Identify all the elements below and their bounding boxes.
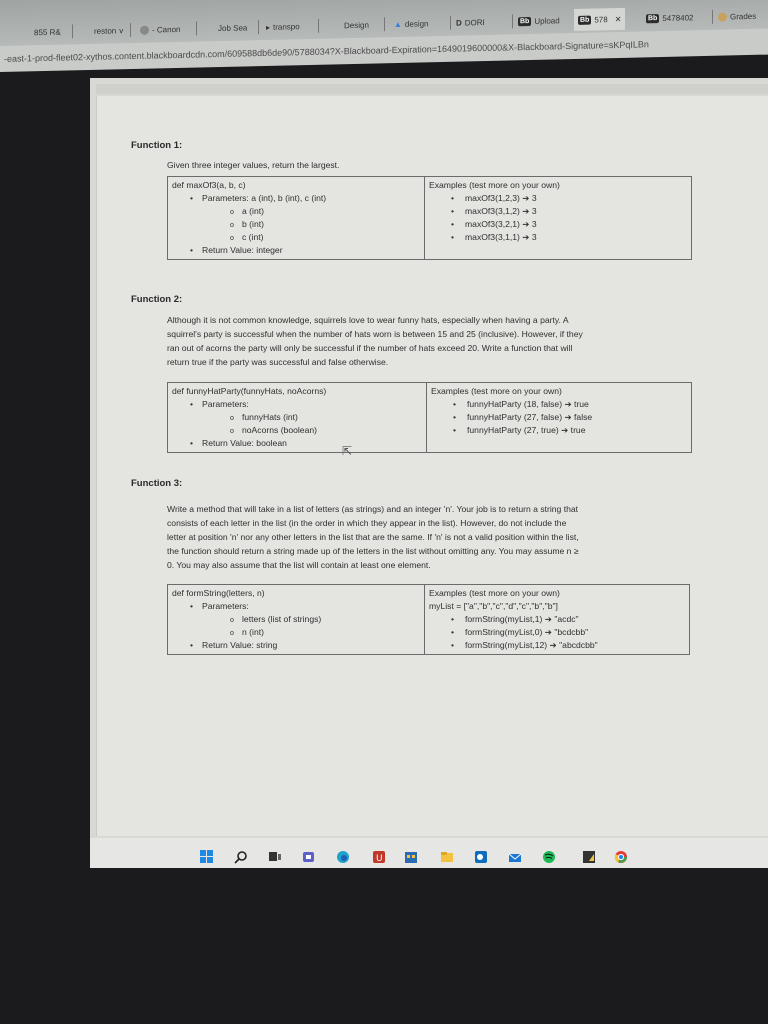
param-text: letters (list of strings) bbox=[242, 614, 322, 624]
tab-divider bbox=[318, 19, 319, 33]
tab-label: Job Sea bbox=[218, 22, 248, 33]
tab-label: 5478402 bbox=[662, 12, 694, 23]
function3-description bbox=[167, 502, 692, 572]
description-line: 0. You may also assume that the list will contain at least one element. bbox=[167, 560, 431, 570]
function1-definition-cell bbox=[168, 177, 425, 260]
spotify-icon[interactable] bbox=[542, 850, 554, 862]
example-text: maxOf3(3,1,2) ➔ 3 bbox=[465, 206, 537, 216]
tab-divider bbox=[258, 20, 259, 34]
description-line: return true if the party was successful and false otherwise. bbox=[167, 357, 389, 367]
tab-divider bbox=[72, 24, 73, 38]
function3-params-label bbox=[172, 600, 420, 613]
function1-description: Given three integer values, return the largest. bbox=[167, 160, 340, 170]
description-line: letter at position 'n' nor any other letters in the list that are the same. If 'n' is not a valid position within the list, bbox=[167, 532, 579, 542]
example-text: funnyHatParty (27, false) ➔ false bbox=[467, 412, 593, 422]
function3-definition-cell bbox=[168, 585, 425, 655]
tab-divider bbox=[712, 10, 713, 24]
design-icon: ▲ bbox=[394, 19, 402, 29]
browser-tab[interactable] bbox=[518, 9, 560, 32]
example-text: formString(myList,12) ➔ "abcdcbb" bbox=[465, 640, 598, 650]
function3-signature: def formString(letters, n) bbox=[172, 588, 265, 598]
params-text: Parameters: bbox=[202, 601, 249, 611]
page-top-strip bbox=[96, 84, 768, 94]
function1-example bbox=[429, 192, 687, 205]
grades-icon bbox=[718, 12, 727, 21]
edge-icon[interactable] bbox=[336, 850, 348, 862]
return-text: Return Value: integer bbox=[202, 245, 283, 255]
function3-param bbox=[172, 613, 420, 626]
function3-example bbox=[429, 613, 685, 626]
tab-divider bbox=[450, 16, 451, 30]
tab-label: 578 bbox=[594, 14, 608, 25]
param-text: funnyHats (int) bbox=[242, 412, 298, 422]
example-text: maxOf3(3,1,1) ➔ 3 bbox=[465, 232, 537, 242]
blackboard-icon: Bb bbox=[520, 17, 530, 25]
function3-param bbox=[172, 626, 420, 639]
browser-tab[interactable] bbox=[646, 6, 694, 29]
return-text: Return Value: boolean bbox=[202, 438, 287, 448]
browser-tab[interactable] bbox=[344, 14, 369, 37]
search-icon[interactable] bbox=[234, 850, 246, 862]
description-line: the function should return a string made up of the letters in the list without omitting any. You may assume n ≥ bbox=[167, 546, 579, 556]
mail-icon[interactable] bbox=[508, 850, 520, 862]
tab-label: DORI bbox=[464, 17, 485, 27]
function2-title: Function 2: bbox=[131, 294, 183, 305]
tab-label: Design bbox=[344, 20, 369, 30]
function2-example bbox=[431, 424, 687, 437]
function2-param bbox=[172, 411, 422, 424]
function1-title: Function 1: bbox=[131, 140, 183, 151]
tab-label: transpo bbox=[273, 21, 300, 32]
function2-spec-table bbox=[167, 382, 692, 453]
blackboard-icon: Bb bbox=[580, 16, 590, 24]
tab-label: design bbox=[404, 18, 429, 29]
blackboard-icon: Bb bbox=[648, 14, 658, 22]
function3-list-definition: myList = ["a","b","c","d","c","b","b"] bbox=[429, 601, 558, 611]
function3-title: Function 3: bbox=[131, 478, 183, 489]
chrome-icon[interactable] bbox=[614, 850, 626, 862]
outlook-icon[interactable] bbox=[474, 850, 486, 862]
browser-tab[interactable] bbox=[394, 12, 429, 35]
tab-divider bbox=[384, 17, 385, 31]
param-text: noAcorns (boolean) bbox=[242, 425, 318, 435]
example-text: maxOf3(3,2,1) ➔ 3 bbox=[465, 219, 537, 229]
browser-tab[interactable] bbox=[140, 18, 180, 41]
example-text: funnyHatParty (18, false) ➔ true bbox=[467, 399, 589, 409]
function1-example bbox=[429, 231, 687, 244]
function2-example bbox=[431, 411, 687, 424]
function3-example bbox=[429, 639, 685, 652]
taskbar bbox=[90, 838, 768, 868]
function3-example bbox=[429, 626, 685, 639]
tab-label: reston bbox=[94, 25, 117, 36]
teams-icon[interactable] bbox=[302, 850, 314, 862]
store-icon[interactable] bbox=[404, 850, 416, 862]
example-text: formString(myList,0) ➔ "bcdcbb" bbox=[465, 627, 589, 637]
tab-divider bbox=[512, 14, 513, 28]
task-view-icon[interactable] bbox=[268, 850, 280, 862]
function1-return bbox=[172, 244, 420, 257]
function2-example bbox=[431, 398, 687, 411]
function1-example bbox=[429, 218, 687, 231]
function1-param bbox=[172, 218, 420, 231]
function1-examples-header: Examples (test more on your own) bbox=[429, 180, 560, 190]
function1-examples-cell bbox=[425, 177, 692, 260]
param-text: n (int) bbox=[242, 627, 264, 637]
browser-tab[interactable] bbox=[218, 16, 247, 39]
tab-divider bbox=[196, 22, 197, 36]
function1-param bbox=[172, 205, 420, 218]
browser-tab[interactable] bbox=[456, 11, 485, 34]
function2-param bbox=[172, 424, 422, 437]
description-line: Write a method that will take in a list of letters (as strings) and an integer 'n'. Your job is to return a string that bbox=[167, 504, 579, 514]
function2-examples-header: Examples (test more on your own) bbox=[431, 386, 562, 396]
mouse-cursor-icon: ⇱ bbox=[342, 444, 353, 458]
tab-label: 855 R& bbox=[34, 27, 61, 37]
function2-params-label bbox=[172, 398, 422, 411]
description-line: ran out of acorns the party will only be successful if the number of hats exceed 20. Write a function that will bbox=[167, 343, 573, 353]
file-explorer-icon[interactable] bbox=[440, 850, 452, 862]
tab-label: - Canon bbox=[152, 24, 181, 35]
app2-icon[interactable] bbox=[582, 850, 594, 862]
param-text: b (int) bbox=[242, 219, 264, 229]
param-text: c (int) bbox=[242, 232, 264, 242]
function2-description bbox=[167, 313, 687, 369]
chevron-down-icon: v bbox=[119, 25, 124, 35]
example-text: funnyHatParty (27, true) ➔ true bbox=[467, 425, 586, 435]
function3-spec-table bbox=[167, 584, 690, 655]
function2-definition-cell bbox=[168, 383, 427, 453]
description-line: consists of each letter in the list (in the order in which they appear in the list). However, do not include the bbox=[167, 518, 567, 528]
function2-examples-cell bbox=[427, 383, 692, 453]
function2-return bbox=[172, 437, 422, 450]
browser-tab[interactable] bbox=[94, 19, 123, 42]
browser-tab[interactable] bbox=[718, 5, 756, 28]
tab-label: Grades bbox=[730, 11, 757, 21]
description-line: squirrel's party is successful when the number of hats worn is between 15 and 25 (inclusive). However, if they bbox=[167, 329, 583, 339]
example-text: maxOf3(1,2,3) ➔ 3 bbox=[465, 193, 537, 203]
close-icon[interactable]: ✕ bbox=[614, 14, 622, 24]
function3-examples-cell bbox=[425, 585, 690, 655]
design-icon: ▸ bbox=[266, 22, 271, 32]
function1-params-label bbox=[172, 192, 420, 205]
function1-signature: def maxOf3(a, b, c) bbox=[172, 180, 246, 190]
browser-tab[interactable] bbox=[34, 21, 61, 44]
function2-signature: def funnyHatParty(funnyHats, noAcorns) bbox=[172, 386, 327, 396]
windows-start-icon[interactable] bbox=[200, 850, 212, 862]
example-text: formString(myList,1) ➔ "acdc" bbox=[465, 614, 579, 624]
description-line: Although it is not common knowledge, squirrels love to wear funny hats, especially when having a party. A bbox=[167, 315, 569, 325]
params-text: Parameters: bbox=[202, 399, 249, 409]
tab-label: Upload bbox=[534, 15, 560, 26]
tab-divider bbox=[130, 23, 131, 37]
function3-examples-header: Examples (test more on your own) bbox=[429, 588, 560, 598]
dori-icon: D bbox=[456, 18, 462, 28]
function3-return bbox=[172, 639, 420, 652]
browser-tab[interactable] bbox=[266, 15, 300, 38]
params-text: Parameters: a (int), b (int), c (int) bbox=[202, 193, 327, 203]
url-text[interactable]: -east-1-prod-fleet02-xythos.content.blackboardcdn.com/609588db6de90/5788034?X-Blackboard-Expiration=1649019600000&X-Blackboard-Signature=sKPqILBn bbox=[4, 39, 649, 64]
function1-param bbox=[172, 231, 420, 244]
app-icon[interactable] bbox=[372, 850, 384, 862]
function1-example bbox=[429, 205, 687, 218]
function1-spec-table bbox=[167, 176, 692, 260]
param-text: a (int) bbox=[242, 206, 264, 216]
return-text: Return Value: string bbox=[202, 640, 278, 650]
browser-tab-active[interactable] bbox=[574, 8, 625, 31]
google-icon bbox=[140, 25, 149, 34]
svg-text:U: U bbox=[376, 854, 383, 864]
